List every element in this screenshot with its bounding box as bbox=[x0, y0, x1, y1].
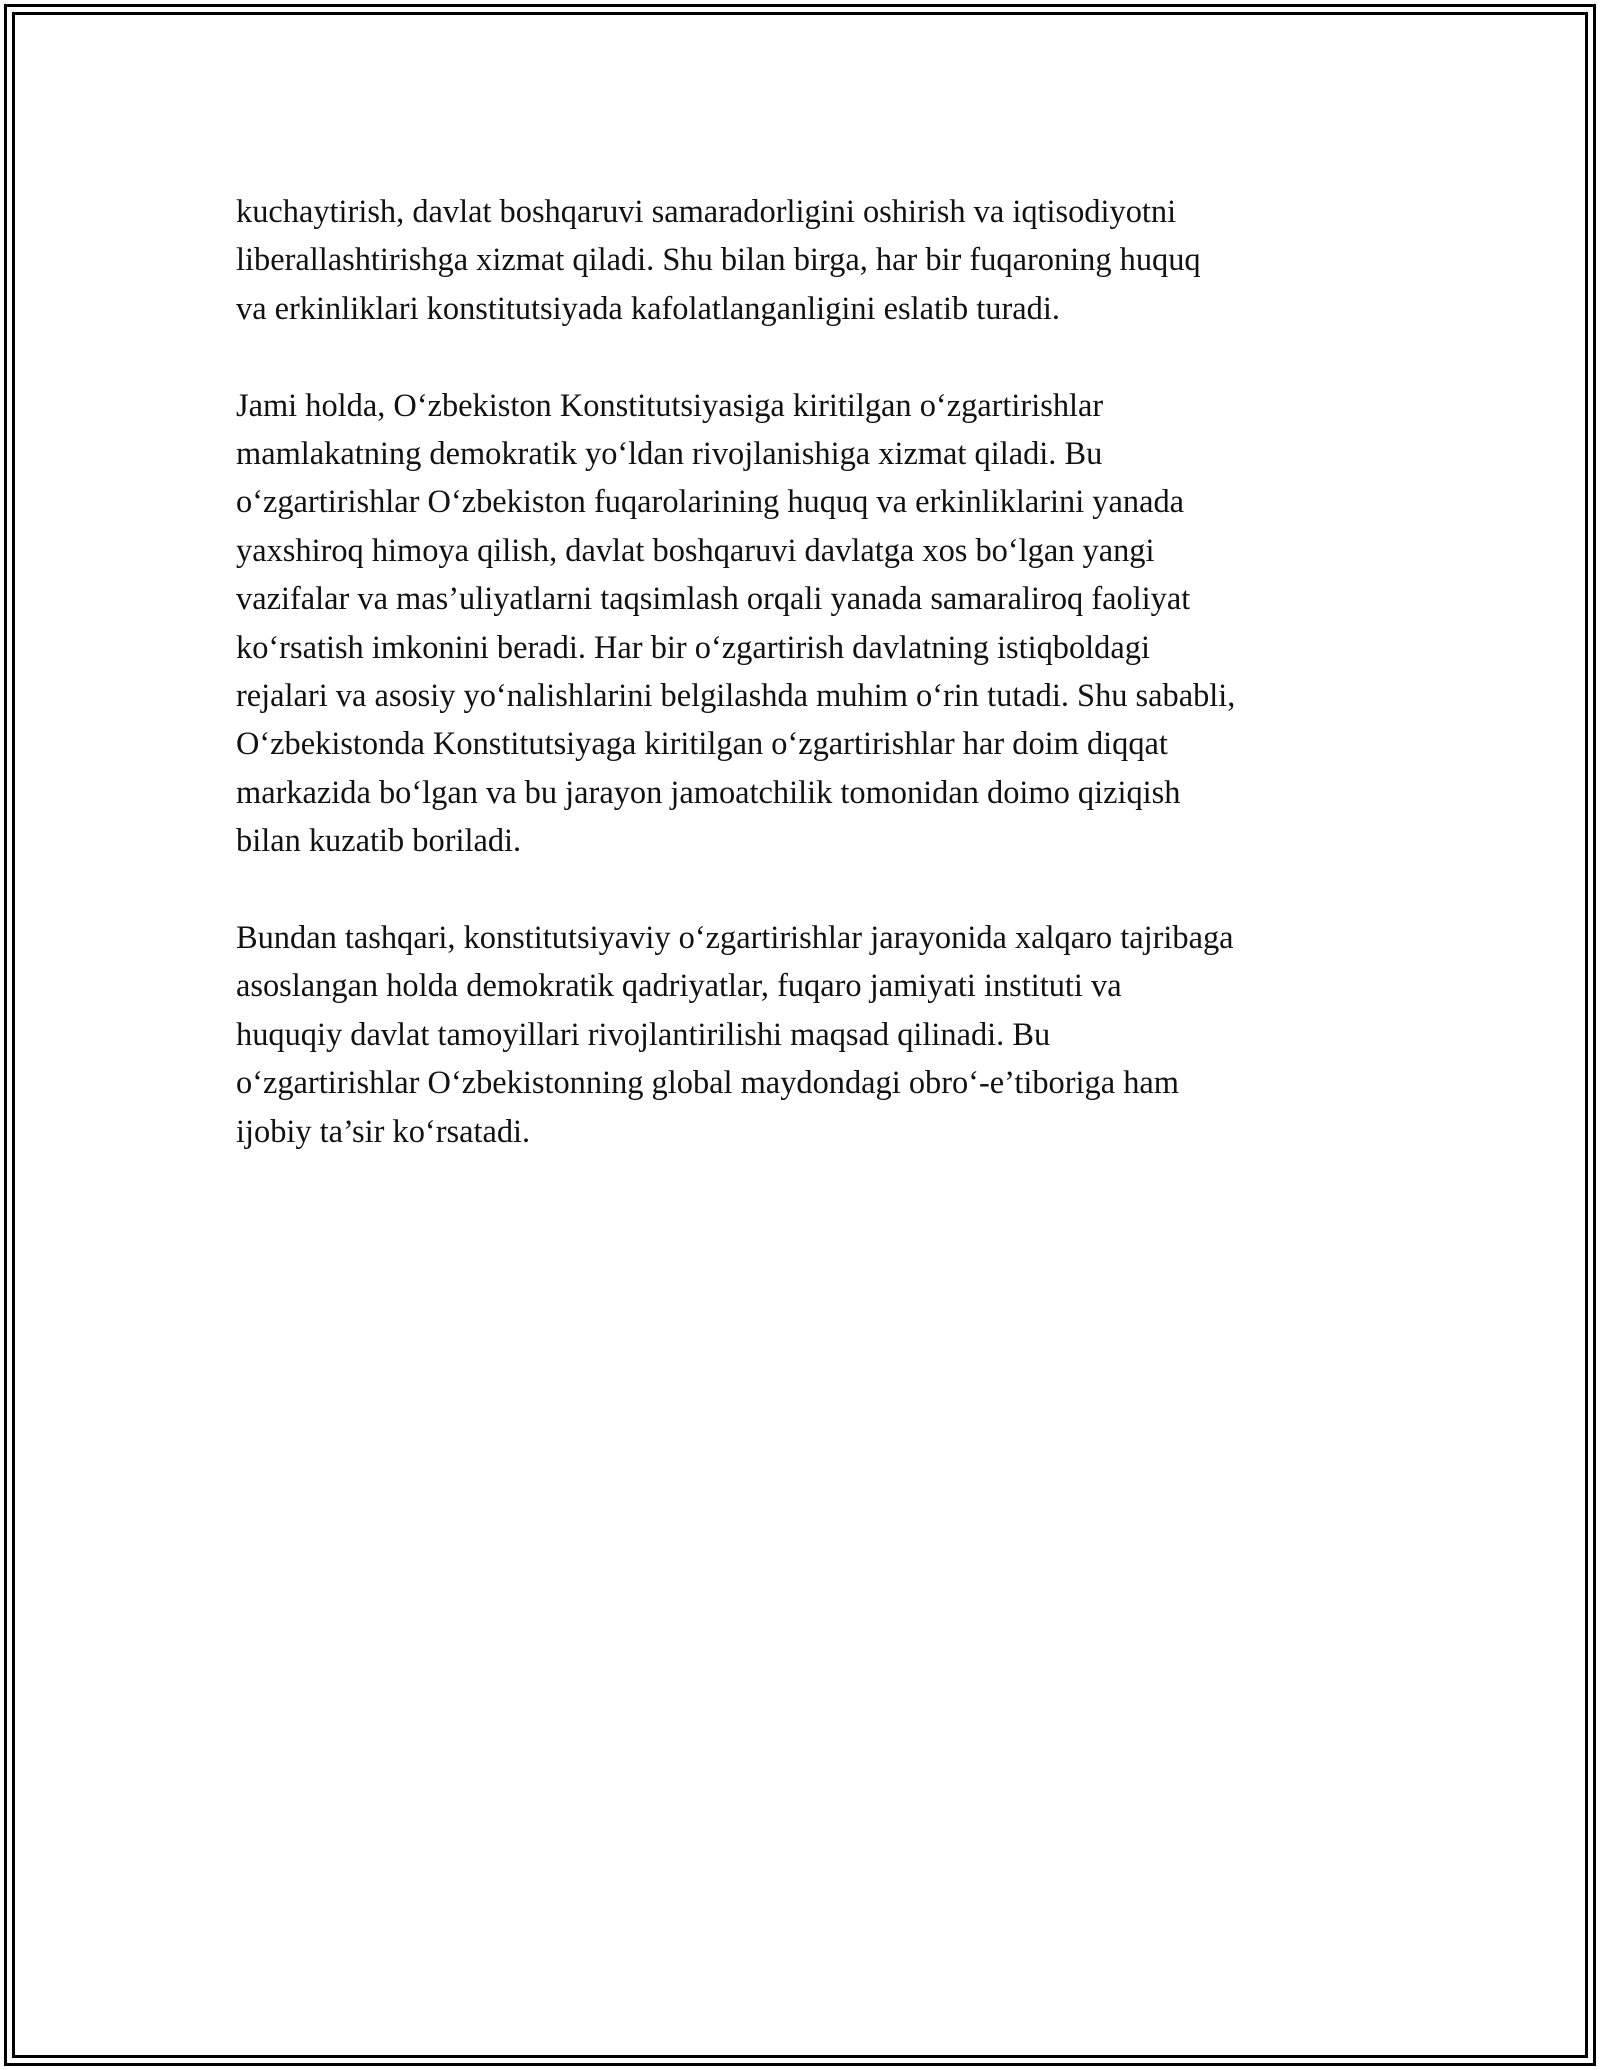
text-line: rejalari va asosiy yo‘nalishlarini belgilashda muhim o‘rin tutadi. Shu sababli, bbox=[236, 678, 1236, 715]
paragraph bbox=[236, 382, 1386, 866]
text-line: asoslangan holda demokratik qadriyatlar, fuqaro jamiyati instituti va bbox=[236, 968, 1122, 1005]
text-line: Bundan tashqari, konstitutsiyaviy o‘zgartirishlar jarayonida xalqaro tajribaga bbox=[236, 920, 1234, 957]
paragraph bbox=[236, 188, 1386, 333]
text-line: mamlakatning demokratik yo‘ldan rivojlanishiga xizmat qiladi. Bu bbox=[236, 436, 1103, 473]
text-line: markazida bo‘lgan va bu jarayon jamoatchilik tomonidan doimo qiziqish bbox=[236, 774, 1181, 811]
text-line: va erkinliklari konstitutsiyada kafolatlanganligini eslatib turadi. bbox=[236, 290, 1060, 327]
text-line: huquqiy davlat tamoyillari rivojlantirilishi maqsad qilinadi. Bu bbox=[236, 1016, 1051, 1053]
text-line: o‘zgartirishlar O‘zbekiston fuqarolarining huquq va erkinliklarini yanada bbox=[236, 484, 1185, 521]
text-line: vazifalar va mas’uliyatlarni taqsimlash orqali yanada samaraliroq faoliyat bbox=[236, 581, 1191, 618]
text-line: O‘zbekistonda Konstitutsiyaga kiritilgan o‘zgartirishlar har doim diqqat bbox=[236, 726, 1168, 763]
text-line: Jami holda, O‘zbekiston Konstitutsiyasiga kiritilgan o‘zgartirishlar bbox=[236, 387, 1104, 424]
text-line: kuchaytirish, davlat boshqaruvi samaradorligini oshirish va iqtisodiyotni bbox=[236, 194, 1177, 230]
text-line: ko‘rsatish imkonini beradi. Har bir o‘zgartirish davlatning istiqboldagi bbox=[236, 629, 1150, 666]
text-line: ijobiy ta’sir ko‘rsatadi. bbox=[236, 1113, 531, 1150]
text-line: liberallashtirishga xizmat qiladi. Shu bilan birga, har bir fuqaroning huquq bbox=[236, 242, 1201, 279]
text-line: o‘zgartirishlar O‘zbekistonning global maydondagi obro‘-e’tiboriga ham bbox=[236, 1065, 1179, 1102]
text-line: bilan kuzatib boriladi. bbox=[236, 823, 522, 860]
document-body bbox=[236, 188, 1386, 1204]
paragraph bbox=[236, 914, 1386, 1156]
text-line: yaxshiroq himoya qilish, davlat boshqaruvi davlatga xos bo‘lgan yangi bbox=[236, 532, 1155, 569]
